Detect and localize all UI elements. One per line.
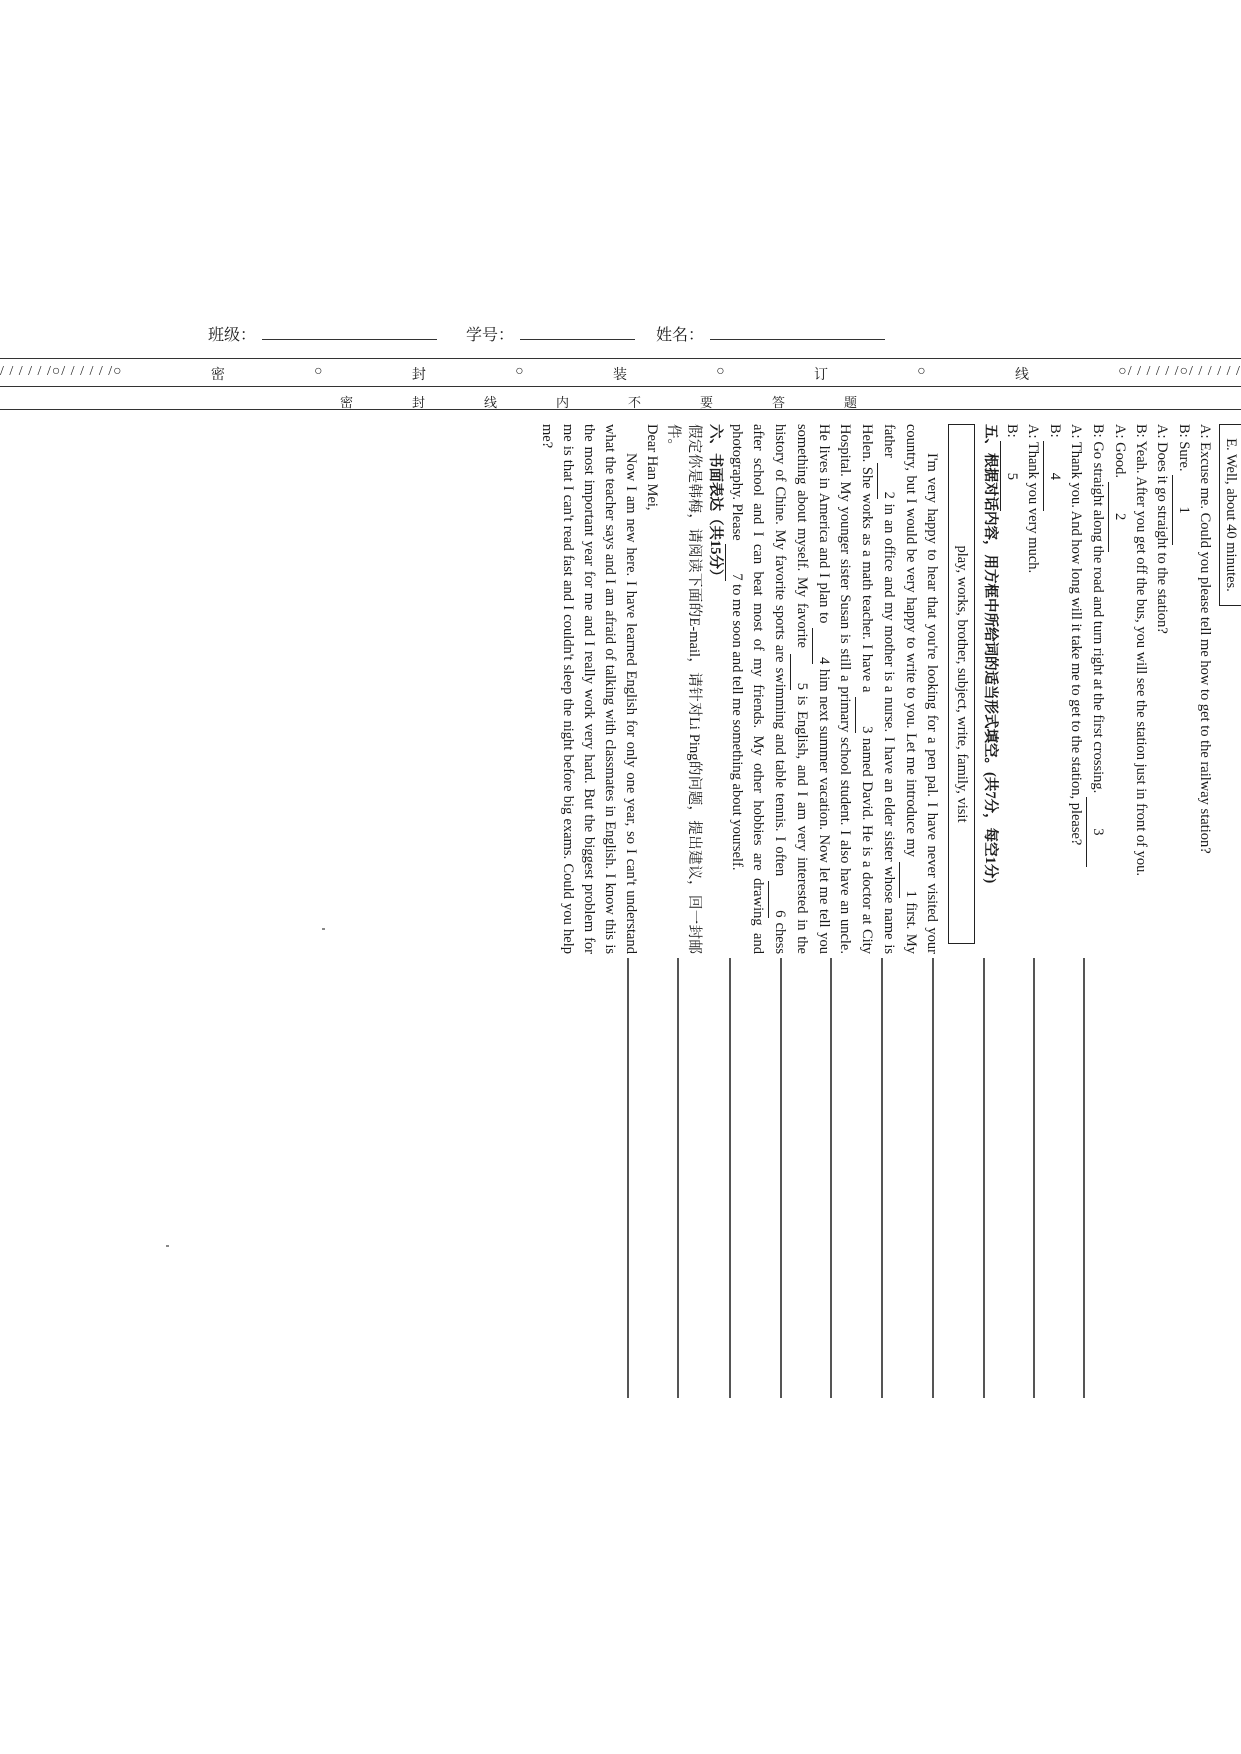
notice-char: 密 bbox=[340, 395, 354, 410]
answer-blank[interactable]: 5 bbox=[790, 654, 812, 690]
dialogue-line: B: 5 bbox=[1000, 424, 1022, 954]
class-label: 班级： bbox=[208, 327, 257, 344]
letter-greeting: Dear Han Mei, bbox=[644, 424, 660, 511]
writing-line[interactable] bbox=[780, 958, 782, 1398]
answer-blank[interactable]: 2 bbox=[877, 463, 899, 499]
notice-char: 答 bbox=[772, 395, 786, 410]
answer-blank[interactable]: 6 bbox=[768, 881, 790, 917]
class-field bbox=[208, 322, 437, 345]
writing-line[interactable] bbox=[1033, 958, 1035, 1398]
seal-line bbox=[0, 364, 1241, 384]
seal-middle-line bbox=[0, 386, 1241, 387]
section5-title: 五、根据对话内容，用方框中所给词的适当形式填空。(共7分，每空1分) bbox=[982, 424, 998, 884]
notice-char: 线 bbox=[484, 395, 498, 410]
seal-top-line bbox=[0, 358, 1241, 359]
notice-char: 不 bbox=[628, 395, 642, 410]
word-box: play, works, brother, subject, write, family, visit bbox=[948, 424, 975, 944]
answer-blank[interactable]: 7 bbox=[725, 544, 747, 580]
class-blank[interactable] bbox=[262, 325, 437, 340]
scan-speck bbox=[166, 1245, 169, 1247]
answer-blank[interactable]: 5 bbox=[1000, 441, 1022, 511]
writing-line[interactable] bbox=[677, 958, 679, 1398]
name-blank[interactable] bbox=[710, 325, 885, 340]
writing-line[interactable] bbox=[983, 958, 985, 1398]
dialogue-line: A: Thank you. And how long will it take me to get to the station, please? bbox=[1068, 424, 1084, 846]
dialogue-line: B: 4 bbox=[1043, 424, 1065, 954]
seal-mark: 线 bbox=[1015, 368, 1030, 383]
answer-blank[interactable]: 1 bbox=[899, 862, 921, 898]
letter-body: Now I am new here. I have learned English for only one year, so I can't understand what the teacher says and I am afraid of talking with classmates in English. I know this is the most important year for me and I really work very hard. But the biggest problem for me is that I can't read fast and I couldn't sleep the night before big exams. Could you help me? bbox=[539, 424, 639, 954]
seal-mark: 订 bbox=[813, 368, 829, 383]
answer-blank[interactable]: 2 bbox=[1108, 482, 1130, 552]
dialogue-line: A: Thank you very much. bbox=[1025, 424, 1041, 574]
notice-char: 封 bbox=[412, 395, 426, 410]
seal-mark: 密 bbox=[210, 368, 226, 383]
writing-line[interactable] bbox=[1083, 958, 1085, 1398]
writing-line[interactable] bbox=[830, 958, 832, 1398]
seal-mark: ○ bbox=[716, 364, 726, 379]
answer-blank[interactable]: 4 bbox=[812, 628, 834, 664]
name-label: 姓名： bbox=[656, 327, 705, 344]
seal-mark: 封 bbox=[411, 368, 427, 383]
answer-blank[interactable]: 3 bbox=[855, 697, 877, 733]
answer-blank[interactable]: 3 bbox=[1086, 797, 1108, 867]
dialogue-line: A: Does it go straight to the station? bbox=[1154, 424, 1170, 634]
dialogue-line: B: Yeah. After you get off the bus, you will see the station just in front of you. bbox=[1133, 424, 1149, 877]
section6-instruction: 假定你是韩梅，请阅读下面的E-mail，请针对Li Ping的问题，提出建议，回一封邮件。 bbox=[665, 424, 702, 954]
section6-title: 六、书面表达（共15分） bbox=[707, 424, 723, 584]
section5-passage: I'm very happy to hear that you're looking for a pen pal. I have never visited your country, but I would be very happy to write to you. Let me introduce my 1 first. My father 2 in an office and my mother is a nurse. I have an elder sister whose name is Helen. She works as a math teacher. I have a 3 named David. He is a doctor at City Hospital. My younger sister Susan is still a primary school student. I also have an uncle. He lives in America and I plan to 4 him next summer vacation. Now let me tell you something about myself. My favorite 5 is English, and I am very interested in the history of Chine. My favorite sports are swimming and table tennis. I often 6 chess after school and I can beat most of my friends. My other hobbies are drawing and photography. Please 7 to me soon and tell me something about yourself. bbox=[725, 424, 942, 954]
id-field bbox=[466, 322, 635, 345]
id-label: 学号： bbox=[466, 327, 515, 344]
dialogue-line: B: Go straight along the road and turn right at the first crossing. 3 bbox=[1086, 424, 1108, 954]
seal-mark: ○ bbox=[314, 364, 324, 379]
writing-line[interactable] bbox=[729, 958, 731, 1398]
answer-blank[interactable]: 1 bbox=[1172, 475, 1194, 545]
answer-blank[interactable]: 4 bbox=[1043, 441, 1065, 511]
seal-mark: / / / / / /○/ / / / / /○ bbox=[0, 364, 123, 379]
notice-char: 内 bbox=[556, 395, 570, 410]
writing-line[interactable] bbox=[881, 958, 883, 1398]
name-field bbox=[656, 322, 885, 345]
dialogue-line: B: Sure. 1 bbox=[1172, 424, 1194, 954]
option-e: E. Well, about 40 minutes. bbox=[1219, 424, 1241, 606]
id-blank[interactable] bbox=[520, 325, 635, 340]
notice-char: 题 bbox=[844, 395, 858, 410]
seal-mark: 装 bbox=[612, 368, 628, 383]
seal-mark: ○ bbox=[917, 364, 927, 379]
exam-column bbox=[536, 410, 1241, 966]
dialogue-line: A: Good. 2 bbox=[1108, 424, 1130, 954]
scan-speck bbox=[322, 928, 325, 930]
seal-mark: ○/ / / / / /○/ / / / / / bbox=[1118, 364, 1241, 379]
writing-line[interactable] bbox=[627, 958, 629, 1398]
seal-mark: ○ bbox=[515, 364, 525, 379]
dialogue-line: A: Excuse me. Could you please tell me how to get to the railway station? bbox=[1197, 424, 1213, 854]
dialogue bbox=[1000, 424, 1215, 954]
rotated-exam-content bbox=[0, 410, 1241, 966]
seal-header bbox=[0, 322, 1241, 410]
writing-line[interactable] bbox=[932, 958, 934, 1398]
notice-char: 要 bbox=[700, 395, 714, 410]
